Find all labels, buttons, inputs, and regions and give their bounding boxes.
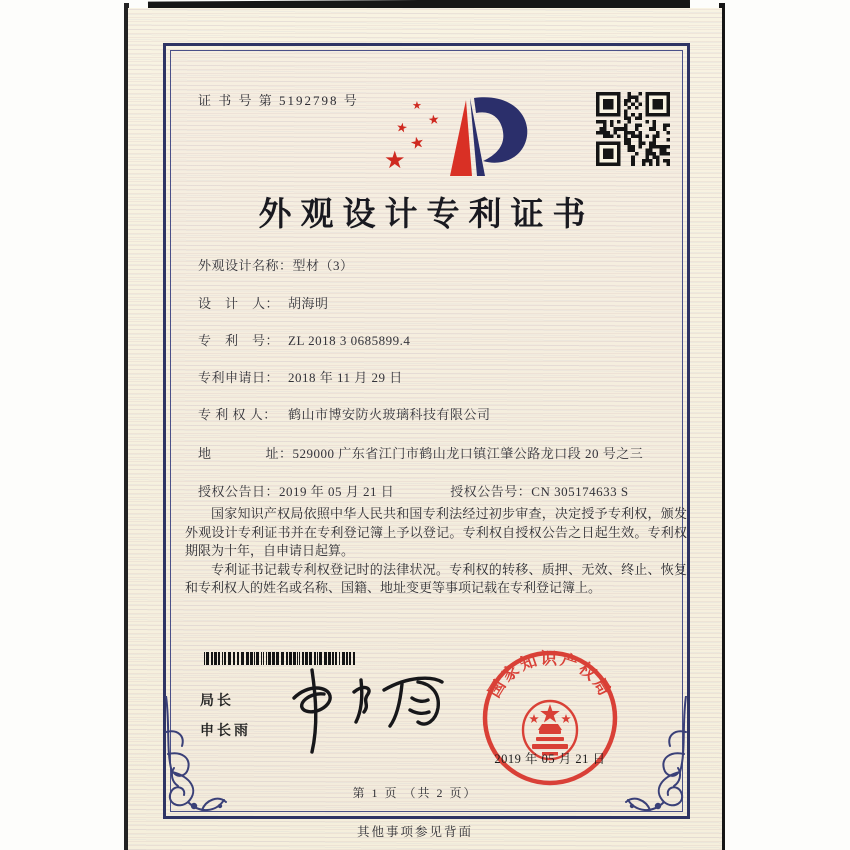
director-signature [266, 664, 456, 756]
director-title: 局长 [200, 694, 234, 709]
field-grant-date [198, 482, 394, 502]
field-value: ZL 2018 3 0685899.4 [288, 333, 411, 348]
logo-p-bowl [474, 97, 527, 162]
certificate-paper [128, 8, 722, 850]
field-patentee [198, 405, 491, 425]
star-icon: ★ [384, 148, 406, 174]
field-value: 2019 年 05 月 21 日 [279, 484, 395, 499]
page-indicator: 第 1 页 （共 2 页） [352, 786, 478, 800]
star-icon: ★ [426, 111, 441, 128]
legal-paragraph-1: 国家知识产权局依照中华人民共和国专利法经过初步审查，决定授予专利权，颁发外观设计专利证书并在专利登记簿上予以登记。专利权自授权公告之日起生效。专利权期限为十年，自申请日起算。 [185, 506, 687, 559]
field-label: 专 利 号： [198, 333, 280, 348]
field-label: 地 址： [198, 446, 293, 461]
legal-paragraph-2: 专利证书记载专利权登记时的法律状况。专利权的转移、质押、无效、终止、恢复和专利权人的姓名或名称、国籍、地址变更等事项记载在专利登记簿上。 [185, 561, 687, 596]
field-label: 专利申请日： [198, 370, 280, 385]
field-label: 授权公告日： [198, 484, 280, 499]
field-designer [198, 294, 329, 314]
field-label: 设 计 人： [198, 296, 280, 311]
logo-red-wedge [450, 100, 472, 176]
field-grant-number [450, 482, 628, 502]
field-label: 授权公告号： [450, 484, 532, 499]
star-icon: ★ [412, 100, 422, 112]
field-label: 专 利 权 人： [198, 407, 277, 422]
qr-code [596, 92, 670, 166]
certificate-number: 证 书 号 第 5192798 号 [198, 93, 359, 108]
field-grant-row [198, 482, 629, 502]
field-value: CN 305174633 S [531, 484, 629, 499]
field-value: 型材（3） [292, 258, 354, 273]
footer-note: 其他事项参见背面 [356, 825, 473, 839]
star-icon: ★ [408, 133, 427, 154]
seal-date: 2019 年 05 月 21 日 [494, 752, 606, 766]
field-value: 529000 广东省江门市鹤山龙口镇江肇公路龙口段 20 号之三 [292, 446, 644, 461]
official-seal [480, 648, 620, 788]
legal-text [185, 505, 687, 598]
field-design-name [198, 256, 354, 276]
field-filing-date [198, 368, 403, 388]
star-icon: ★ [394, 119, 409, 136]
cnipa-patent-logo-icon [380, 94, 550, 182]
director-name: 申长雨 [200, 724, 251, 739]
field-label: 外观设计名称： [198, 258, 293, 273]
field-value: 鹤山市博安防火玻璃科技有限公司 [288, 407, 491, 422]
field-address [198, 444, 665, 464]
seal-arc-text: 国家知识产权局 [484, 648, 616, 701]
page-title: 外观设计专利证书 [258, 197, 595, 233]
field-patent-number [198, 331, 410, 351]
field-value: 2018 年 11 月 29 日 [288, 370, 403, 385]
field-value: 胡海明 [288, 296, 329, 311]
